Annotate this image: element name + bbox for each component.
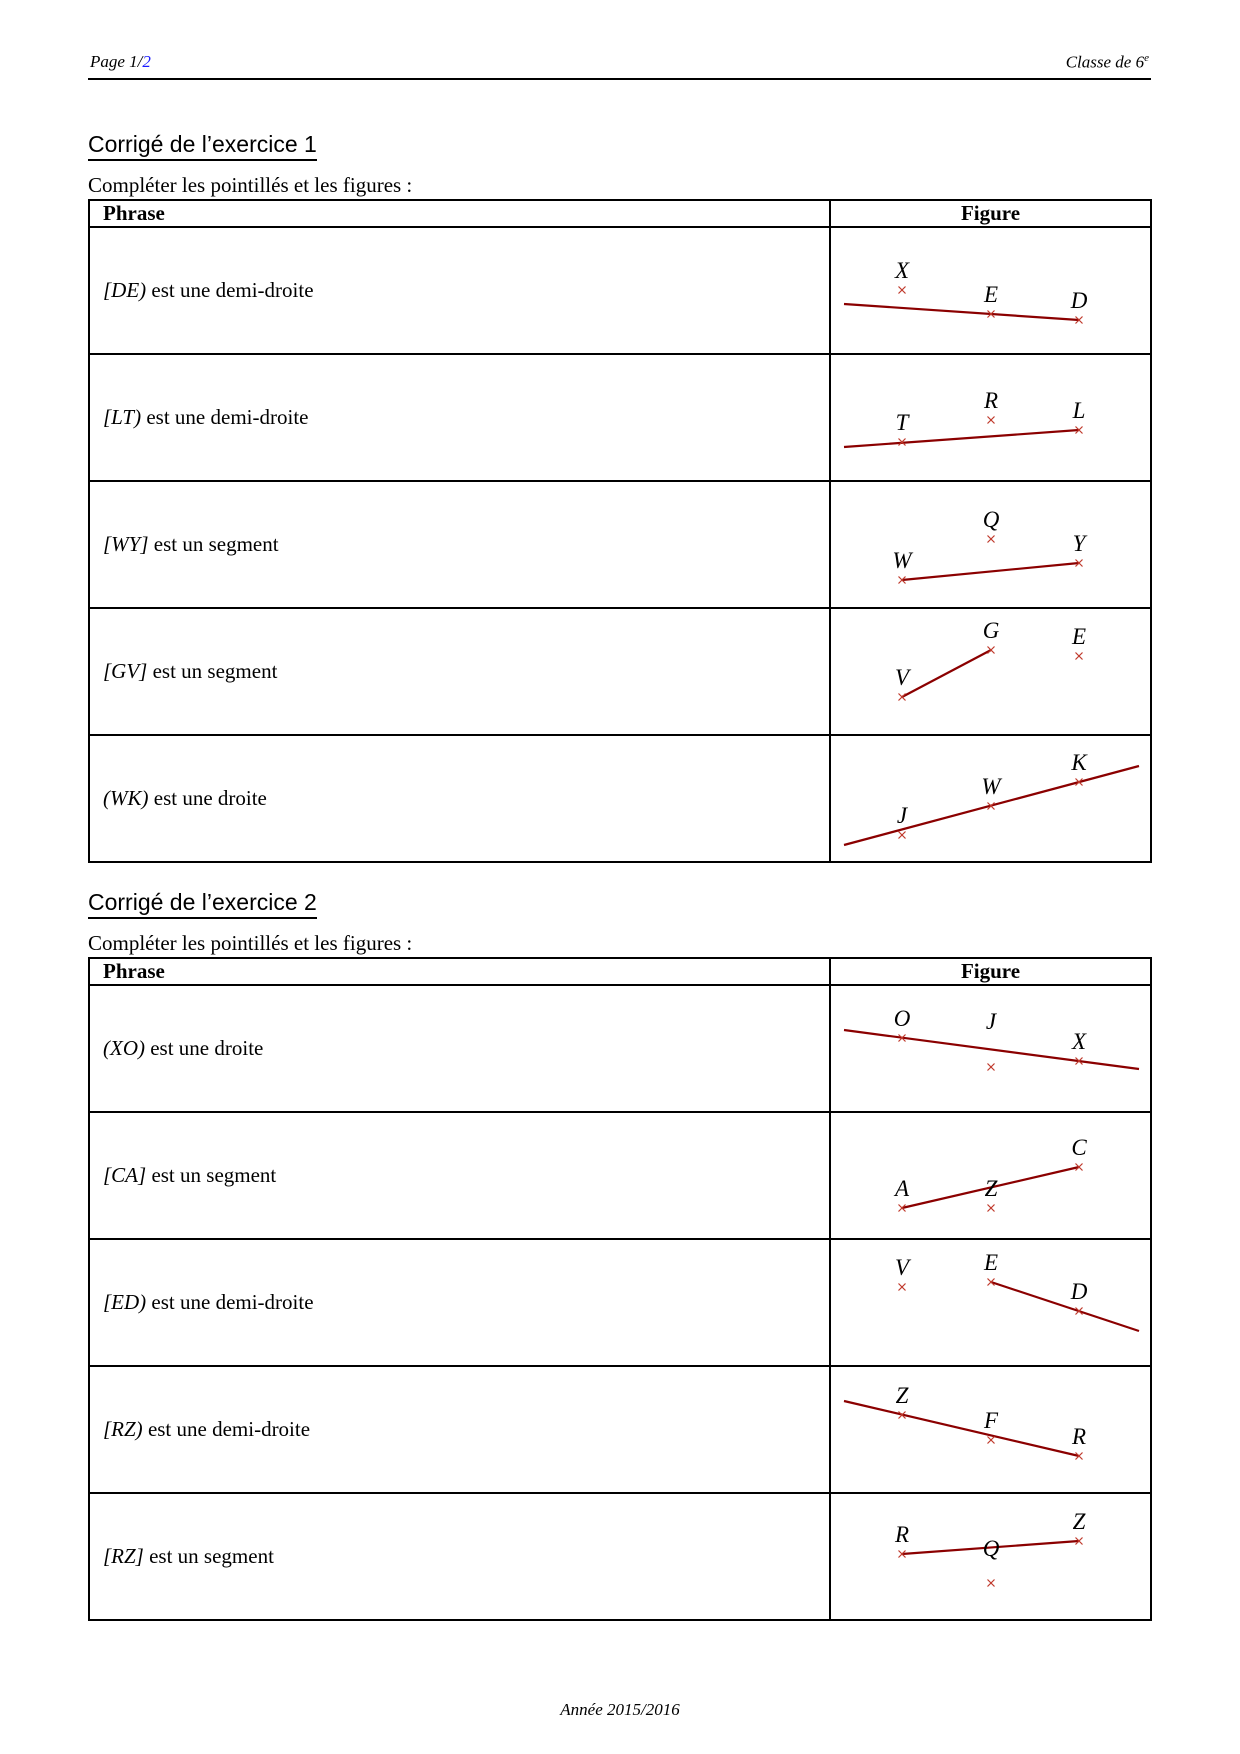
phrase-cell [89,1112,830,1239]
figure-cell [830,985,1151,1112]
geometry-figure [831,482,1150,607]
point-label: W [892,548,912,573]
phrase-text: est un segment [148,532,279,556]
figure-cell [830,1239,1151,1366]
notation: [DE) [103,278,147,302]
table-header-row [89,958,1151,985]
point-F [983,1408,999,1444]
phrase-cell [89,735,830,862]
notation: [RZ] [103,1544,144,1568]
phrase-text: est un segment [146,1163,277,1187]
column-header-figure: Figure [830,958,1151,985]
phrase-cell [89,1366,830,1493]
point-label: J [896,803,908,828]
phrase-text: est un segment [143,1544,274,1568]
demi-droite-line [991,1282,1139,1331]
phrase-text: est un segment [147,659,278,683]
page-header [88,50,1151,80]
phrase-cell [89,608,830,735]
point-Z [985,1176,998,1212]
geometry-figure [831,986,1150,1111]
phrase-cell [89,481,830,608]
exercise-1-table [88,199,1152,863]
column-header-phrase: Phrase [89,200,830,227]
notation: [CA] [103,1163,147,1187]
demi-droite-line [844,430,1079,447]
geometry-figure [831,1113,1150,1238]
figure-cell [830,1366,1151,1493]
geometry-figure [831,1494,1150,1619]
notation: [ED) [103,1290,147,1314]
point-label: R [1071,1424,1087,1449]
table-header-row [89,200,1151,227]
point-V [895,665,912,701]
point-label: A [894,1176,910,1201]
point-E [1071,624,1086,660]
demi-droite-line [844,304,1079,320]
table-row [89,735,1151,862]
phrase-cell [89,1239,830,1366]
point-L [1072,398,1086,434]
notation: (WK) [103,786,149,810]
table-row [89,1112,1151,1239]
point-J [986,1009,998,1071]
segment-line [902,563,1079,580]
point-label: J [985,1009,997,1034]
point-label: O [893,1006,911,1031]
point-T [896,410,911,446]
point-V [895,1255,912,1291]
point-label: C [1071,1135,1087,1160]
point-E [983,1250,998,1286]
point-label: X [1071,1029,1087,1054]
point-Q [983,507,1000,543]
figure-cell [830,354,1151,481]
table-row [89,985,1151,1112]
phrase-text: est une demi-droite [142,1417,311,1441]
table-row [89,1366,1151,1493]
phrase-text: est une demi-droite [146,1290,314,1314]
table-row [89,227,1151,354]
segment-line [902,650,991,697]
figure-cell [830,227,1151,354]
column-header-figure: Figure [830,200,1151,227]
point-label: Z [1072,1509,1086,1534]
point-label: D [1070,288,1088,313]
exercise-2-instruction: Compléter les pointillés et les figures : [88,931,413,955]
geometry-figure [831,228,1150,353]
point-label: T [895,410,909,435]
notation: [WY] [103,532,149,556]
point-label: Q [982,1536,1000,1561]
phrase-text: est une droite [144,1036,264,1060]
point-label: Q [982,507,1000,532]
page-footer: Année 2015/2016 [560,1700,680,1719]
point-label: X [894,258,910,283]
point-E [983,282,998,318]
geometry-figure [831,609,1150,734]
point-Y [1073,531,1088,567]
figure-cell [830,735,1151,862]
phrase-cell [89,1493,830,1620]
point-R [894,1522,909,1558]
point-label: E [983,282,999,307]
geometry-figure [831,1367,1150,1492]
point-label: E [983,1250,999,1275]
table-row [89,1493,1151,1620]
class-label [1066,52,1149,73]
point-label: V [894,1255,910,1280]
demi-droite-line [844,1401,1079,1456]
page-total-link[interactable]: 2 [142,52,151,71]
phrase-cell [89,227,830,354]
point-Z [1073,1509,1086,1545]
figure-cell [830,608,1151,735]
point-label: G [982,618,1000,643]
point-label: Y [1072,531,1086,556]
point-label: W [981,774,1001,799]
point-X [1071,1029,1087,1065]
table-row [89,608,1151,735]
point-R [983,388,998,424]
figure-cell [830,1493,1151,1620]
table-row [89,481,1151,608]
phrase-text: est une demi-droite [146,278,314,302]
exercise-2-title: Corrigé de l’exercice 2 [88,889,317,919]
point-label: E [1071,624,1087,649]
notation: [LT) [103,405,142,429]
class-sup: e [1144,52,1149,64]
exercise-2-table [88,957,1152,1621]
geometry-figure [831,1240,1150,1365]
class-text: Classe de 6 [1065,52,1145,72]
page-label: Page 1/ [90,52,143,71]
phrase-text: est une demi-droite [141,405,309,429]
phrase-cell [89,985,830,1112]
point-label: L [1072,398,1086,423]
figure-cell [830,1112,1151,1239]
page-number [90,52,151,72]
geometry-figure [831,355,1150,480]
point-label: R [983,388,999,413]
column-header-phrase: Phrase [89,958,830,985]
phrase-cell [89,354,830,481]
point-label: Z [984,1176,998,1201]
point-label: Z [895,1383,909,1408]
point-label: F [983,1408,999,1433]
geometry-figure [831,736,1150,861]
exercise-1-instruction: Compléter les pointillés et les figures : [88,173,413,197]
point-J [897,803,909,839]
notation: [GV] [103,659,148,683]
droite-line [844,1030,1139,1069]
notation: (XO) [103,1036,145,1060]
point-label: K [1071,750,1087,775]
point-Q [983,1536,1000,1587]
exercise-1-title: Corrigé de l’exercice 1 [88,131,317,161]
point-label: R [894,1522,910,1547]
table-row [89,354,1151,481]
notation: [RZ) [103,1417,143,1441]
point-label: D [1070,1279,1088,1304]
point-X [894,258,910,294]
point-G [983,618,1000,654]
table-row [89,1239,1151,1366]
point-label: V [894,665,910,690]
phrase-text: est une droite [148,786,267,810]
figure-cell [830,481,1151,608]
point-D [1070,288,1088,324]
point-C [1071,1135,1087,1171]
